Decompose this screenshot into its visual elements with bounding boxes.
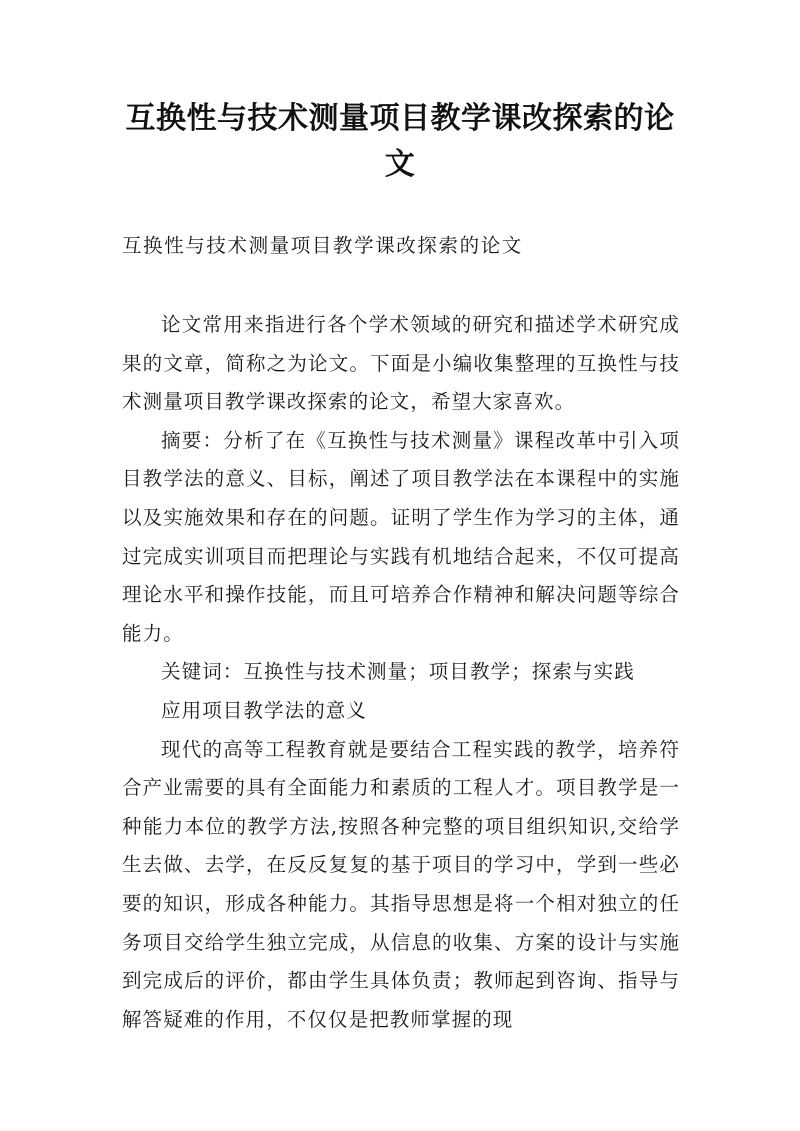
paragraph-abstract: 摘要：分析了在《互换性与技术测量》课程改革中引入项目教学法的意义、目标，阐述了项目教学法在本课程中的实施以及实施效果和存在的问题。证明了学生作为学习的主体，通过完成实训项目而把理论与实践有机地结合起来，不仅可提高理论水平和操作技能，而且可培养合作精神和解决问题等综合能力。 bbox=[122, 428, 680, 645]
document-title: 互换性与技术测量项目教学课改探索的论文 bbox=[125, 101, 675, 182]
paragraph-keywords: 关键词：互换性与技术测量；项目教学；探索与实践 bbox=[161, 660, 635, 684]
paragraph-body: 现代的高等工程教育就是要结合工程实践的教学，培养符合产业需要的具有全面能力和素质的工程人才。项目教学是一种能力本位的教学方法,按照各种完整的项目组织知识,交给学生去做、去学，在反反复复的基于项目的学习中，学到一些必要的知识，形成各种能力。其指导思想是将一个相对独立的任务项目交给学生独立完成，从信息的收集、方案的设计与实施到完成后的评价，都由学生具体负责；教师起到咨询、指导与解答疑难的作用，不仅仅是把教师掌握的现 bbox=[122, 737, 680, 1031]
document-subtitle: 互换性与技术测量项目教学课改探索的论文 bbox=[122, 234, 523, 257]
paragraph-intro: 论文常用来指进行各个学术领域的研究和描述学术研究成果的文章，简称之为论文。下面是小编收集整理的互换性与技术测量项目教学课改探索的论文，希望大家喜欢。 bbox=[122, 313, 680, 414]
document-body bbox=[122, 306, 680, 1039]
section-heading: 应用项目教学法的意义 bbox=[161, 698, 368, 722]
